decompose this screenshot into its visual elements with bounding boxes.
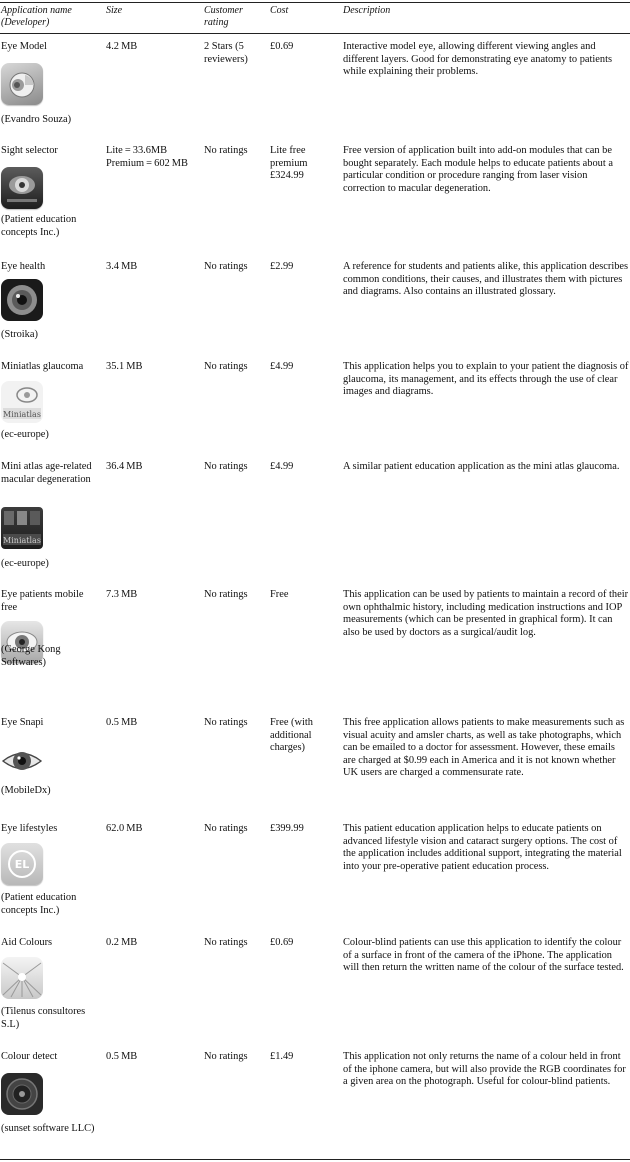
app-size: 0.5 MB (106, 717, 138, 728)
app-description: A similar patient education application as the mini atlas glaucoma. (343, 461, 620, 472)
app-size: 7.3 MB (106, 589, 138, 600)
app-name: Eye Snapi (1, 717, 44, 728)
miniatlas-label: Miniatlas (3, 410, 41, 419)
app-rating: 2 Stars (5 reviewers) (204, 41, 248, 65)
app-description: This application can be used by patients to maintain a record of their own ophthalmic history, including medication instructions and IOP measurements (which can be presented in graphical form). It can also be used by doctors as a surgical/audit log. (343, 589, 629, 638)
header-rule (0, 33, 630, 34)
app-name: Aid Colours (1, 937, 53, 948)
app-cost: Free (270, 589, 289, 600)
miniatlas-label: Miniatlas (3, 536, 41, 545)
app-description: This application not only returns the name of a colour held in front of the iphone camera, but will also provide the RGB coordinates for a given area on the photograph. Useful for colour-blind patients. (343, 1051, 626, 1088)
app-name: Colour detect (1, 1051, 58, 1062)
app-developer: (ec-europe) (1, 558, 49, 569)
miniatlas-amd-icon (1, 507, 43, 549)
app-cost: £0.69 (270, 937, 294, 948)
eye-health-icon (1, 279, 43, 321)
app-rating: No ratings (204, 145, 248, 156)
app-cost: £4.99 (270, 461, 294, 472)
app-size: 3.4 MB (106, 261, 138, 272)
app-description: Free version of application built into add-on modules that can be bought separately. Each module helps to educate patients about a particular condition or procedure ranging from laser vision correction to macular degeneration. (343, 145, 613, 194)
app-name: Miniatlas glaucoma (1, 361, 84, 372)
app-rating: No ratings (204, 1051, 248, 1062)
app-cost: £0.69 (270, 41, 294, 52)
app-rating: No ratings (204, 461, 248, 472)
app-size: 35.1 MB (106, 361, 143, 372)
table-top-rule (0, 2, 630, 3)
app-developer: (Patient education concepts Inc.) (1, 892, 77, 916)
app-developer: (Tilenus consultores S.L) (1, 1006, 86, 1030)
app-rating: No ratings (204, 261, 248, 272)
app-description: This application helps you to explain to your patient the diagnosis of glaucoma, its management, and its effects through the use of clear images and diagrams. (343, 361, 629, 398)
app-description: Interactive model eye, allowing different viewing angles and different layers. Good for demonstrating eye anatomy to patients while explaining their problems. (343, 41, 613, 78)
aid-colours-icon (1, 957, 43, 999)
app-cost: £4.99 (270, 361, 294, 372)
header-rating: Customer rating (204, 5, 243, 29)
app-developer: (MobileDx) (1, 785, 51, 796)
app-size: 0.2 MB (106, 937, 138, 948)
app-developer: (sunset software LLC) (1, 1123, 95, 1134)
app-name: Eye lifestyles (1, 823, 58, 834)
app-name: Mini atlas age-related macular degeneration (1, 461, 92, 485)
colour-detect-icon (1, 1073, 43, 1115)
app-cost: £2.99 (270, 261, 294, 272)
eye-model-icon (1, 63, 43, 105)
app-cost: £1.49 (270, 1051, 294, 1062)
app-size: 0.5 MB (106, 1051, 138, 1062)
app-description: This patient education application helps to educate patients on advanced lifestyle vision and cataract surgery options. The cost of the application includes additional support, integrating the material into your pre-operative patient education process. (343, 823, 622, 872)
app-developer: (Stroika) (1, 329, 38, 340)
header-size: Size (106, 5, 123, 16)
sight-selector-icon (1, 167, 43, 209)
eye-lifestyles-icon (1, 843, 43, 885)
app-developer: (George Kong Softwares) (1, 644, 61, 668)
app-description: A reference for students and patients alike, this application describes common conditions, their causes, and illustrates them with pictures and diagrams. Also contains an illustrated glossary. (343, 261, 629, 298)
table-bottom-rule (0, 1159, 630, 1160)
app-name: Eye patients mobile free (1, 589, 84, 613)
app-developer: (ec-europe) (1, 429, 49, 440)
header-cost: Cost (270, 5, 289, 16)
app-cost: Free (with additional charges) (270, 717, 313, 754)
header-name: Application name (Developer) (1, 5, 72, 29)
app-rating: No ratings (204, 717, 248, 728)
app-rating: No ratings (204, 937, 248, 948)
app-size: Lite = 33.6MB Premium = 602 MB (106, 145, 188, 169)
app-description: This free application allows patients to make measurements such as visual acuity and amsler charts, as well as take photographs, which can be emailed to a doctor for assessment. However, these emails are charged at $0.99 each in America and it is not known whether UK users are charged a commensurate rate. (343, 717, 625, 779)
app-rating: No ratings (204, 361, 248, 372)
app-name: Sight selector (1, 145, 58, 156)
app-cost: Lite free premium £324.99 (270, 145, 308, 182)
app-size: 4.2 MB (106, 41, 138, 52)
app-size: 36.4 MB (106, 461, 143, 472)
app-description: Colour-blind patients can use this application to identify the colour of a surface in front of the camera of the iPhone. The application will then return the written name of the colour of the surface tested. (343, 937, 624, 974)
el-label: EL (14, 858, 30, 871)
app-developer: (Patient education concepts Inc.) (1, 214, 77, 238)
app-name: Eye health (1, 261, 46, 272)
app-name: Eye Model (1, 41, 47, 52)
app-rating: No ratings (204, 589, 248, 600)
header-description: Description (343, 5, 391, 16)
app-size: 62.0 MB (106, 823, 143, 834)
app-developer: (Evandro Souza) (1, 114, 72, 125)
eye-snapi-icon (1, 740, 43, 782)
app-rating: No ratings (204, 823, 248, 834)
miniatlas-glaucoma-icon (1, 381, 43, 423)
app-cost: £399.99 (270, 823, 304, 834)
